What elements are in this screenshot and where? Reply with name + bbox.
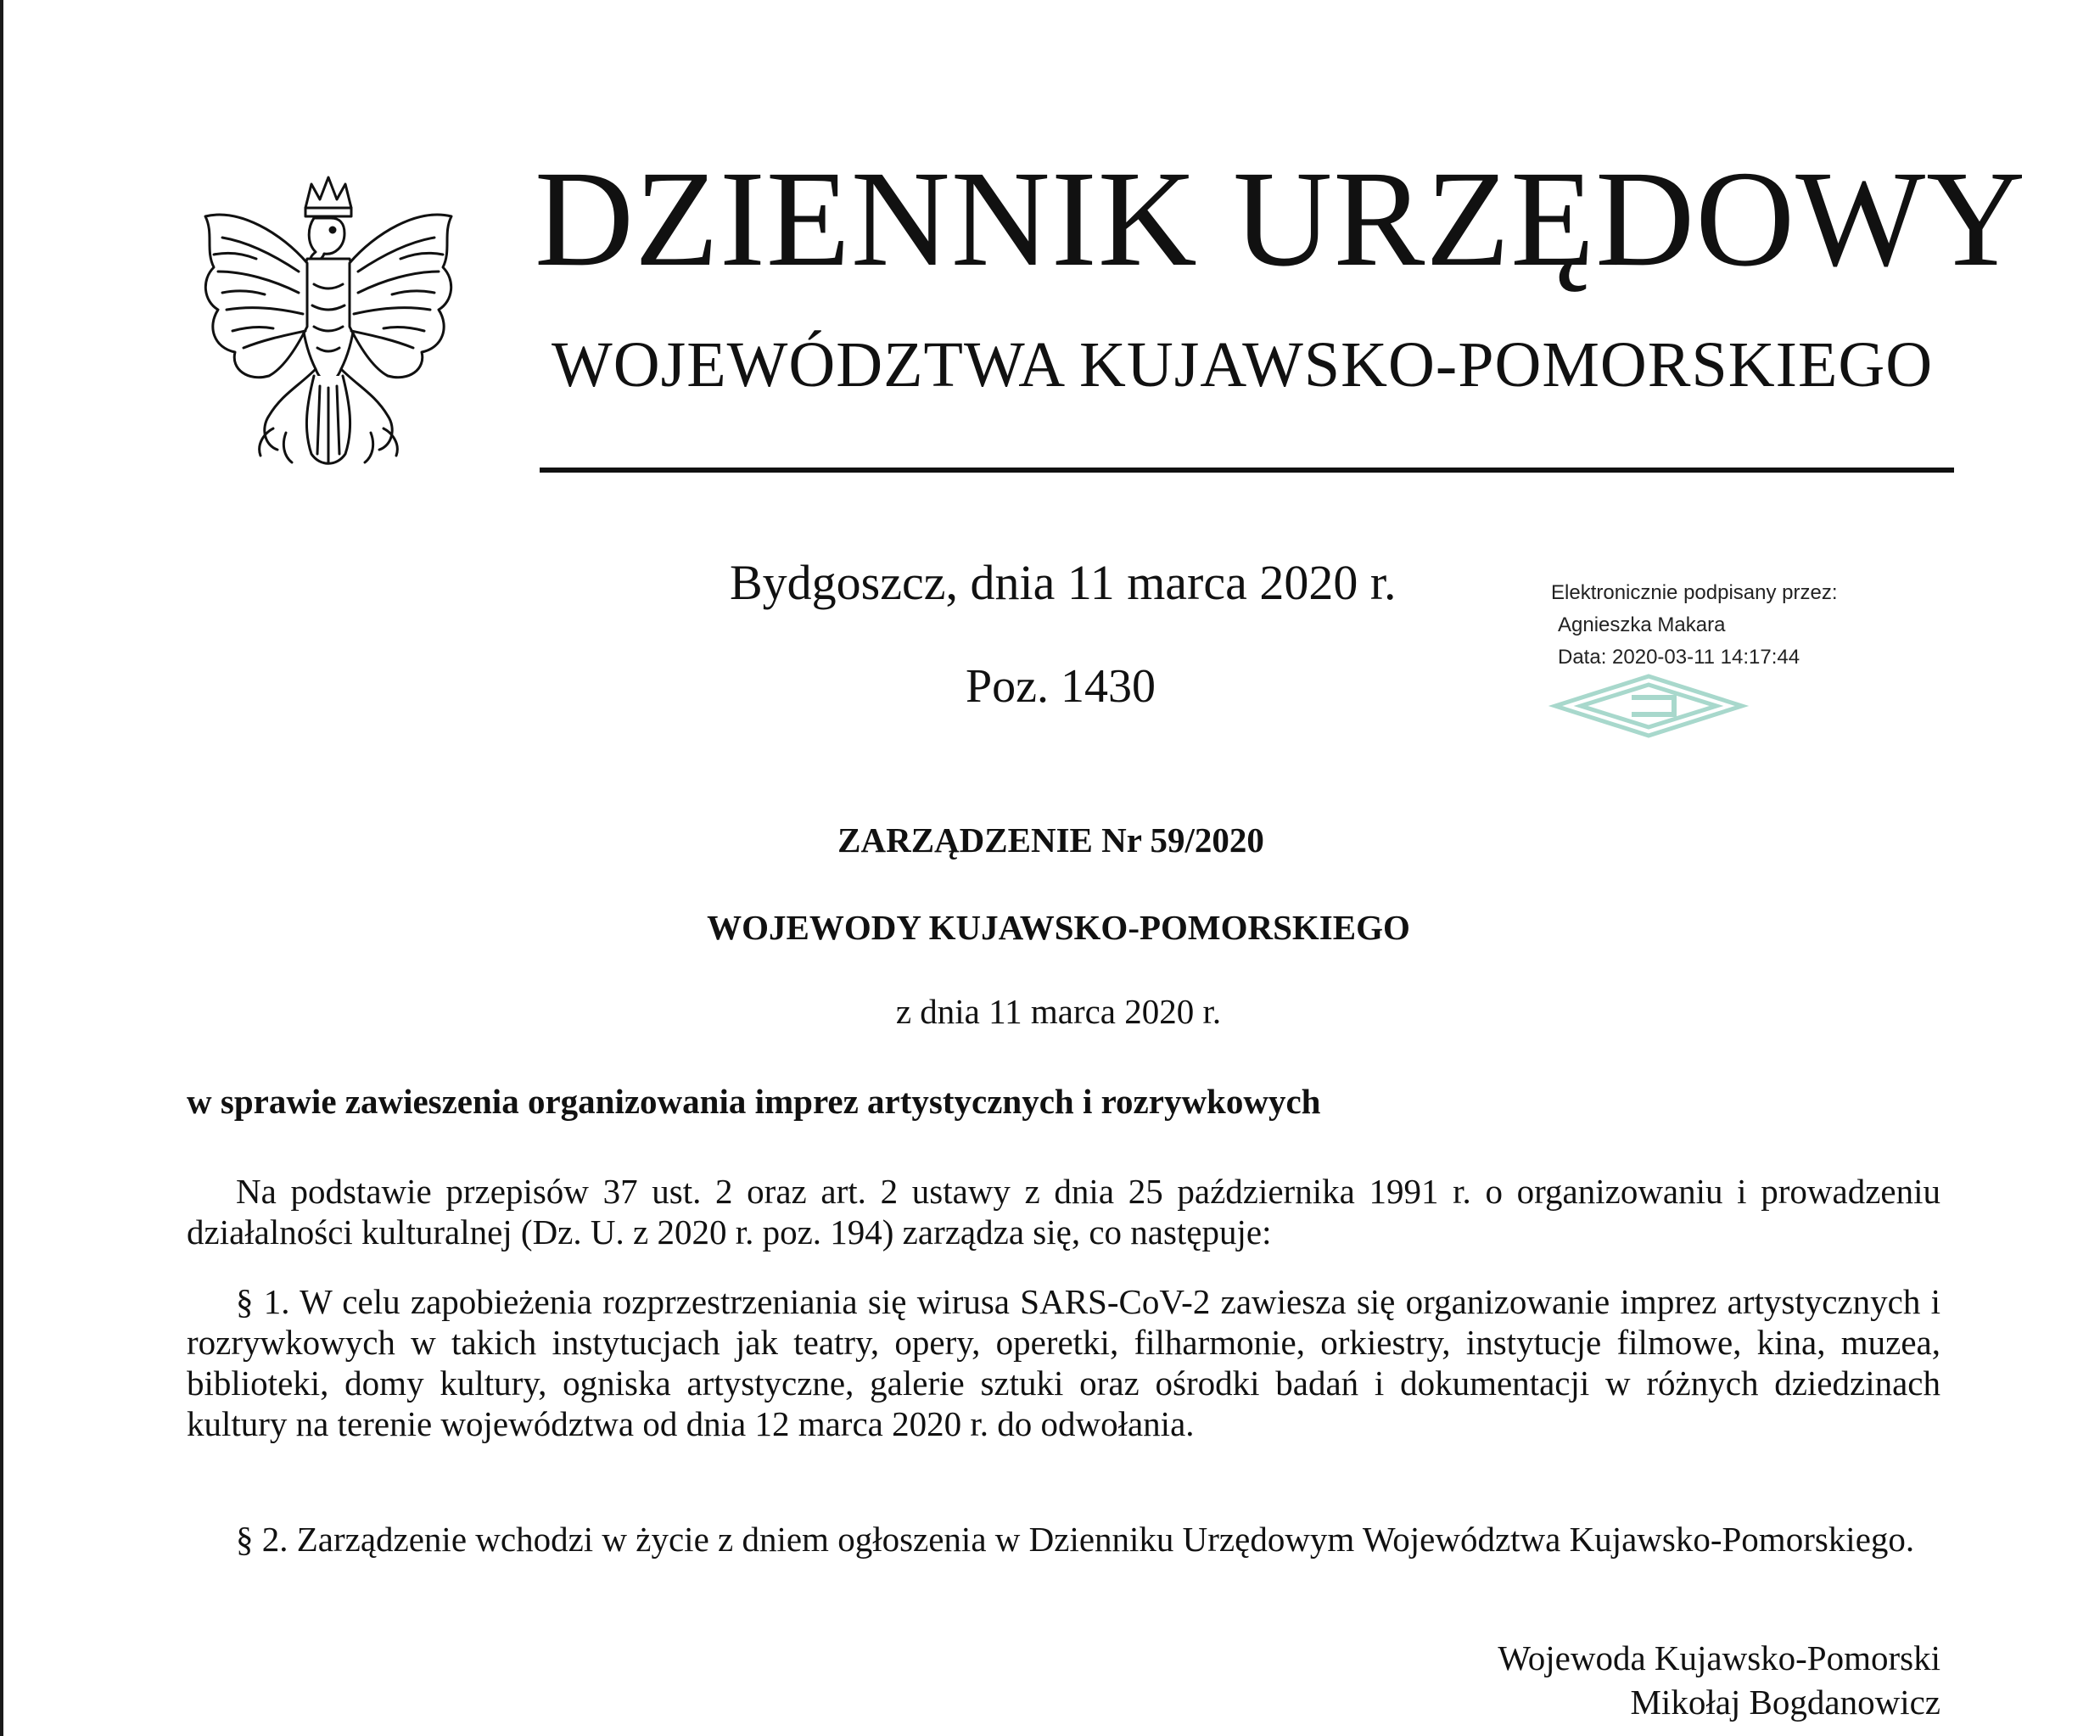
order-authority: WOJEWODY KUJAWSKO-POMORSKIEGO bbox=[707, 908, 1410, 947]
signature-label: Elektronicznie podpisany przez: bbox=[1551, 581, 1838, 604]
legal-basis-text: Na podstawie przepisów 37 ust. 2 oraz art. 2 ustawy z dnia 25 października 1991 r. o organizowaniu i prowadzeniu działalności kulturalnej (Dz. U. z 2020 r. poz. 194) zarządza się, co następuje: bbox=[187, 1172, 1940, 1252]
legal-basis-paragraph bbox=[187, 1171, 1940, 1252]
signatory-role: Wojewoda Kujawsko-Pomorski bbox=[1498, 1638, 1940, 1677]
place-and-date: Bydgoszcz, dnia 11 marca 2020 r. bbox=[730, 555, 1397, 610]
section-1-paragraph bbox=[187, 1281, 1940, 1444]
signature-timestamp: Data: 2020-03-11 14:17:44 bbox=[1558, 646, 1800, 669]
order-subject: w sprawie zawieszenia organizowania imprez artystycznych i rozrywkowych bbox=[187, 1082, 1321, 1121]
journal-subtitle: WOJEWÓDZTWA KUJAWSKO-POMORSKIEGO bbox=[552, 329, 1934, 400]
section-2-text: § 2. Zarządzenie wchodzi w życie z dniem ogłoszenia w Dzienniku Urzędowym Województwa Kujawsko-Pomorskiego. bbox=[236, 1520, 1915, 1559]
signatory-block bbox=[1498, 1636, 1940, 1724]
order-title: ZARZĄDZENIE Nr 59/2020 bbox=[837, 820, 1264, 860]
electronic-signature-block bbox=[1551, 577, 1838, 674]
signature-verification-icon bbox=[1547, 672, 1750, 740]
journal-title: DZIENNIK URZĘDOWY bbox=[535, 143, 2027, 295]
page-left-border bbox=[0, 0, 3, 1736]
header-divider bbox=[540, 468, 1954, 473]
signer-name: Agnieszka Makara bbox=[1558, 613, 1726, 636]
section-2-paragraph bbox=[187, 1519, 1940, 1560]
position-number: Poz. 1430 bbox=[966, 660, 1156, 713]
order-date: z dnia 11 marca 2020 r. bbox=[895, 992, 1222, 1031]
section-1-text: § 1. W celu zapobieżenia rozprzestrzeniania się wirusa SARS-CoV-2 zawiesza się organizowanie imprez artystycznych i rozrywkowych w takich instytucjach jak teatry, opery, operetki, filharmonie, orkiestry, instytucje filmowe, kina, muzea, biblioteki, domy kultury, ogniska artystyczne, galerie sztuki oraz ośrodki badań i dokumentacji w różnych dziedzinach kultury na terenie województwa od dnia 12 marca 2020 r. do odwołania. bbox=[187, 1282, 1940, 1443]
signatory-name: Mikołaj Bogdanowicz bbox=[1630, 1683, 1940, 1722]
polish-eagle-emblem-icon bbox=[188, 174, 468, 484]
